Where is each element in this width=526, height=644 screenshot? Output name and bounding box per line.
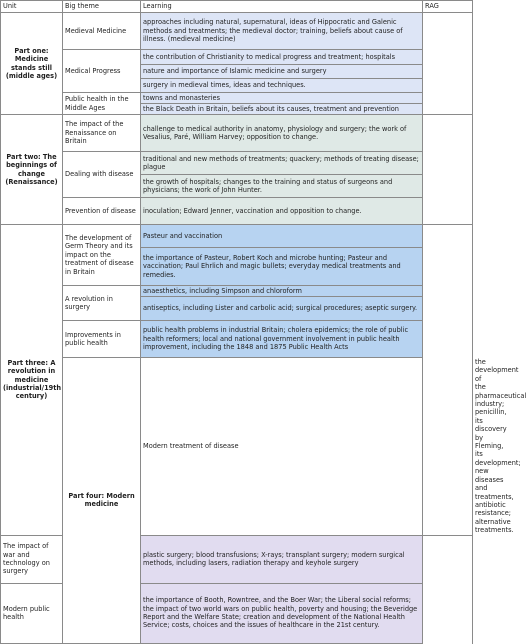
rag-cell[interactable] <box>423 115 473 225</box>
theme-medieval-medicine: Medieval Medicine <box>63 13 141 50</box>
learning-cell: antiseptics, including Lister and carbolic acid; surgical procedures; aseptic surgery. <box>141 297 423 321</box>
header-big-theme: Big theme <box>63 1 141 13</box>
table-row <box>1 13 473 50</box>
theme-war-and-technology: The impact of war and technology on surgery <box>1 535 63 583</box>
theme-modern-public-health: Modern public health <box>1 583 63 643</box>
table-row <box>1 152 473 175</box>
learning-cell: towns and monasteries <box>141 93 423 104</box>
theme-germ-theory: The development of Germ Theory and its impact on the treatment of disease in Britain <box>63 225 141 286</box>
theme-renaissance-impact: The impact of the Renaissance on Britain <box>63 115 141 152</box>
theme-public-health-middle-ages: Public health in the Middle Ages <box>63 93 141 115</box>
learning-cell: anaesthetics, including Simpson and chloroform <box>141 286 423 297</box>
learning-cell: inoculation; Edward Jenner, vaccination and opposition to change. <box>141 198 423 225</box>
learning-cell: plastic surgery; blood transfusions; X-rays; transplant surgery; modern surgical methods, including lasers, radiation therapy and keyhole surgery <box>141 535 423 583</box>
learning-cell: surgery in medieval times, ideas and techniques. <box>141 79 423 93</box>
table-row <box>1 50 473 65</box>
unit-part-three: Part three: A revolution in medicine (industrial/19th century) <box>1 225 63 536</box>
theme-dealing-with-disease: Dealing with disease <box>63 152 141 198</box>
learning-cell: the importance of Booth, Rowntree, and the Boer War; the Liberal social reforms; the impact of two world wars on public health, poverty and housing; the Beveridge Report and the Welfare State; creation and development of the National Health Service; costs, choices and the issues of healthcare in the 21st century. <box>141 583 423 643</box>
theme-improvements-public-health: Improvements in public health <box>63 321 141 358</box>
theme-medical-progress: Medical Progress <box>63 50 141 93</box>
learning-cell: Pasteur and vaccination <box>141 225 423 248</box>
header-learning: Learning <box>141 1 423 13</box>
learning-cell: public health problems in industrial Britain; cholera epidemics; the role of public health reformers; local and national government involvement in public health improvement, including the 1848 and 1875 Public Health Acts <box>141 321 423 358</box>
header-row <box>1 1 473 13</box>
header-unit: Unit <box>1 1 63 13</box>
rag-cell[interactable] <box>423 13 473 115</box>
header-rag: RAG <box>423 1 473 13</box>
table-row <box>1 225 473 248</box>
table-row <box>1 115 473 152</box>
unit-part-four: Part four: Modern medicine <box>63 358 141 644</box>
learning-cell: the Black Death in Britain, beliefs about its causes, treatment and prevention <box>141 104 423 115</box>
table-row <box>1 321 473 358</box>
learning-cell: the importance of Pasteur, Robert Koch and microbe hunting; Pasteur and vaccination; Paul Ehrlich and magic bullets; everyday medical treatments and remedies. <box>141 248 423 286</box>
rag-cell[interactable] <box>423 225 473 536</box>
learning-cell: approaches including natural, supernatural, ideas of Hippocratic and Galenic methods and treatments; the medieval doctor; training, beliefs about cause of illness. (medieval medicine) <box>141 13 423 50</box>
unit-part-one: Part one: Medicine stands still (middle ages) <box>1 13 63 115</box>
learning-cell: the growth of hospitals; changes to the training and status of surgeons and physicians; the work of John Hunter. <box>141 175 423 198</box>
learning-cell: nature and importance of Islamic medicine and surgery <box>141 65 423 79</box>
learning-cell: challenge to medical authority in anatomy, physiology and surgery; the work of Vesalius, Paré, William Harvey; opposition to change. <box>141 115 423 152</box>
theme-modern-treatment: Modern treatment of disease <box>141 358 423 536</box>
learning-cell: the contribution of Christianity to medical progress and treatment; hospitals <box>141 50 423 65</box>
theme-prevention-of-disease: Prevention of disease <box>63 198 141 225</box>
table-row <box>1 198 473 225</box>
learning-cell: traditional and new methods of treatments; quackery; methods of treating disease; plague <box>141 152 423 175</box>
unit-part-two: Part two: The beginnings of change (Renaissance) <box>1 115 63 225</box>
table-row: Part four: Modern medicine Modern treatment of disease the development of the pharmaceutical industry; penicillin, its discovery by Fleming, its development; new diseases and treatments, antibiotic resistance; alternative treatments. <box>1 358 473 536</box>
theme-revolution-in-surgery: A revolution in surgery <box>63 286 141 321</box>
table-row <box>1 286 473 297</box>
table-row <box>1 93 473 104</box>
